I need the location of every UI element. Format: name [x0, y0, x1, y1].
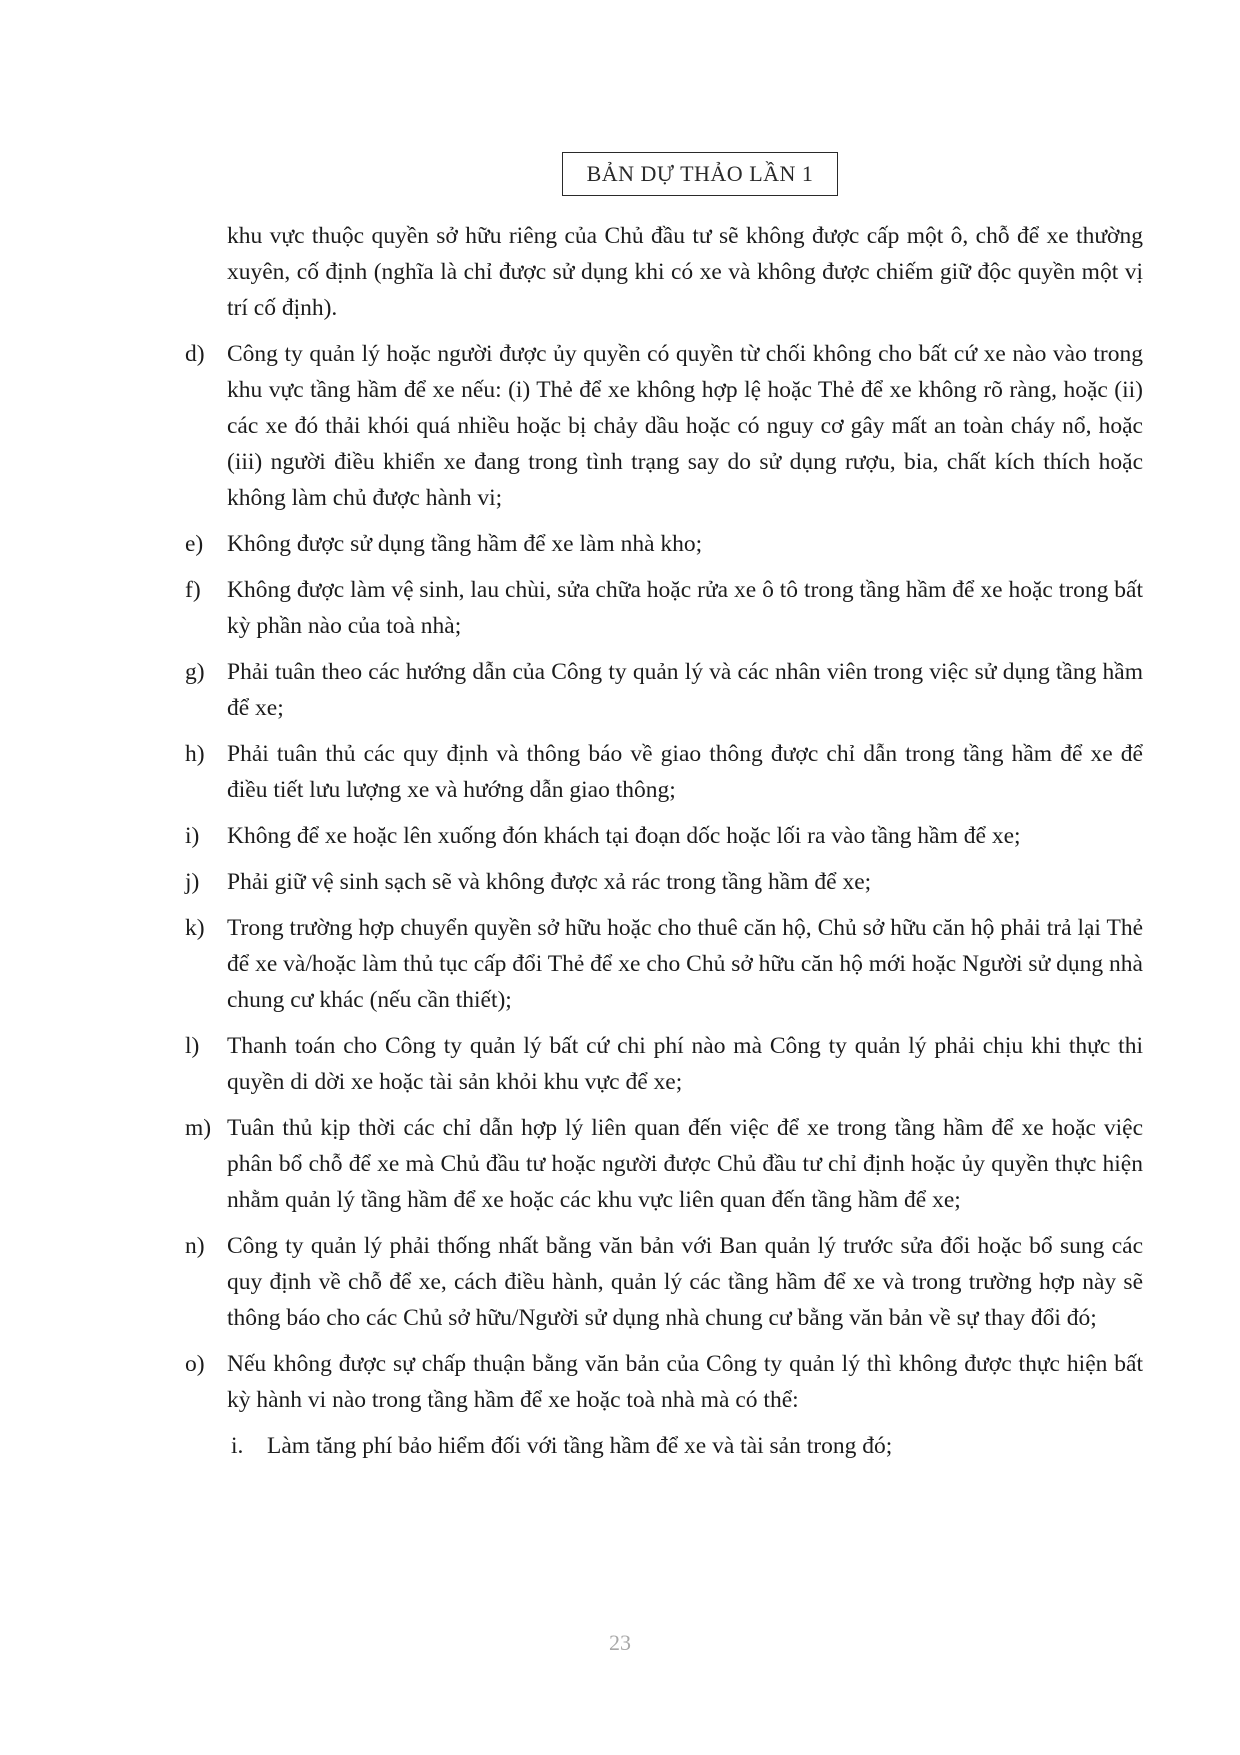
- list-item-d: [185, 336, 1143, 516]
- draft-label: BẢN DỰ THẢO LẦN 1: [586, 161, 814, 186]
- list-item-j: [185, 864, 1143, 900]
- list-item-n: [185, 1228, 1143, 1336]
- page-number: 23: [609, 1630, 631, 1655]
- list-marker: h): [185, 741, 205, 767]
- document-body: [185, 218, 1143, 1464]
- sub-list-marker: i.: [231, 1433, 244, 1459]
- list-item-m: [185, 1110, 1143, 1218]
- list-marker: l): [185, 1033, 200, 1059]
- list-text: Phải tuân theo các hướng dẫn của Công ty quản lý và các nhân viên trong việc sử dụng tầng hầm để xe;: [227, 659, 1143, 721]
- list-item-k: [185, 910, 1143, 1018]
- list-text: Không để xe hoặc lên xuống đón khách tại đoạn dốc hoặc lối ra vào tầng hầm để xe;: [227, 823, 1021, 849]
- list-marker: n): [185, 1233, 205, 1259]
- list-item-i: [185, 818, 1143, 854]
- list-item-l: [185, 1028, 1143, 1100]
- list-marker: f): [185, 577, 201, 603]
- continuation-paragraph: khu vực thuộc quyền sở hữu riêng của Chủ đầu tư sẽ không được cấp một ô, chỗ để xe thường xuyên, cố định (nghĩa là chỉ được sử dụng khi có xe và không được chiếm giữ độc quyền một vị trí cố định).: [227, 223, 1143, 321]
- list-text: Phải tuân thủ các quy định và thông báo về giao thông được chỉ dẫn trong tầng hầm để xe để điều tiết lưu lượng xe và hướng dẫn giao thông;: [227, 741, 1143, 803]
- list-item-f: [185, 572, 1143, 644]
- list-marker: g): [185, 659, 205, 685]
- list-marker: o): [185, 1351, 205, 1377]
- list-marker: k): [185, 915, 205, 941]
- sub-list-text: Làm tăng phí bảo hiểm đối với tầng hầm để xe và tài sản trong đó;: [267, 1433, 893, 1459]
- list-item-g: [185, 654, 1143, 726]
- list-text: Công ty quản lý hoặc người được ủy quyền có quyền từ chối không cho bất cứ xe nào vào trong khu vực tầng hầm để xe nếu: (i) Thẻ để xe không hợp lệ hoặc Thẻ để xe không rõ ràng, hoặc (ii) các xe đó thải khói quá nhiều hoặc bị chảy dầu hoặc có nguy cơ gây mất an toàn cháy nổ, hoặc (iii) người điều khiển xe đang trong tình trạng say do sử dụng rượu, bia, chất kích thích hoặc không làm chủ được hành vi;: [227, 341, 1143, 511]
- list-text: Phải giữ vệ sinh sạch sẽ và không được xả rác trong tầng hầm để xe;: [227, 869, 872, 895]
- list-text: Không được sử dụng tầng hầm để xe làm nhà kho;: [227, 531, 703, 557]
- list-marker: d): [185, 341, 205, 367]
- list-text: Công ty quản lý phải thống nhất bằng văn bản với Ban quản lý trước sửa đổi hoặc bổ sung các quy định về chỗ để xe, cách điều hành, quản lý các tầng hầm để xe và trong trường hợp này sẽ thông báo cho các Chủ sở hữu/Người sử dụng nhà chung cư bằng văn bản về sự thay đổi đó;: [227, 1233, 1143, 1331]
- list-marker: e): [185, 531, 204, 557]
- list-text: Không được làm vệ sinh, lau chùi, sửa chữa hoặc rửa xe ô tô trong tầng hầm để xe hoặc trong bất kỳ phần nào của toà nhà;: [227, 577, 1143, 639]
- list-item-o: [185, 1346, 1143, 1418]
- list-text: Nếu không được sự chấp thuận bằng văn bản của Công ty quản lý thì không được thực hiện bất kỳ hành vi nào trong tầng hầm để xe hoặc toà nhà mà có thể:: [227, 1351, 1143, 1413]
- list-item-h: [185, 736, 1143, 808]
- list-text: Thanh toán cho Công ty quản lý bất cứ chi phí nào mà Công ty quản lý phải chịu khi thực thi quyền di dời xe hoặc tài sản khỏi khu vực để xe;: [227, 1033, 1143, 1095]
- list-item-e: [185, 526, 1143, 562]
- list-marker: i): [185, 823, 200, 849]
- list-marker: m): [185, 1115, 212, 1141]
- list-text: Trong trường hợp chuyển quyền sở hữu hoặc cho thuê căn hộ, Chủ sở hữu căn hộ phải trả lại Thẻ để xe và/hoặc làm thủ tục cấp đổi Thẻ để xe cho Chủ sở hữu căn hộ mới hoặc Người sử dụng nhà chung cư khác (nếu cần thiết);: [227, 915, 1143, 1013]
- list-marker: j): [185, 869, 200, 895]
- list-text: Tuân thủ kịp thời các chỉ dẫn hợp lý liên quan đến việc để xe trong tầng hầm để xe hoặc việc phân bổ chỗ để xe mà Chủ đầu tư hoặc người được Chủ đầu tư chỉ định hoặc ủy quyền thực hiện nhằm quản lý tầng hầm để xe hoặc các khu vực liên quan đến tầng hầm để xe;: [227, 1115, 1143, 1213]
- sub-list-item-i: [227, 1428, 1143, 1464]
- draft-label-box: [562, 152, 838, 196]
